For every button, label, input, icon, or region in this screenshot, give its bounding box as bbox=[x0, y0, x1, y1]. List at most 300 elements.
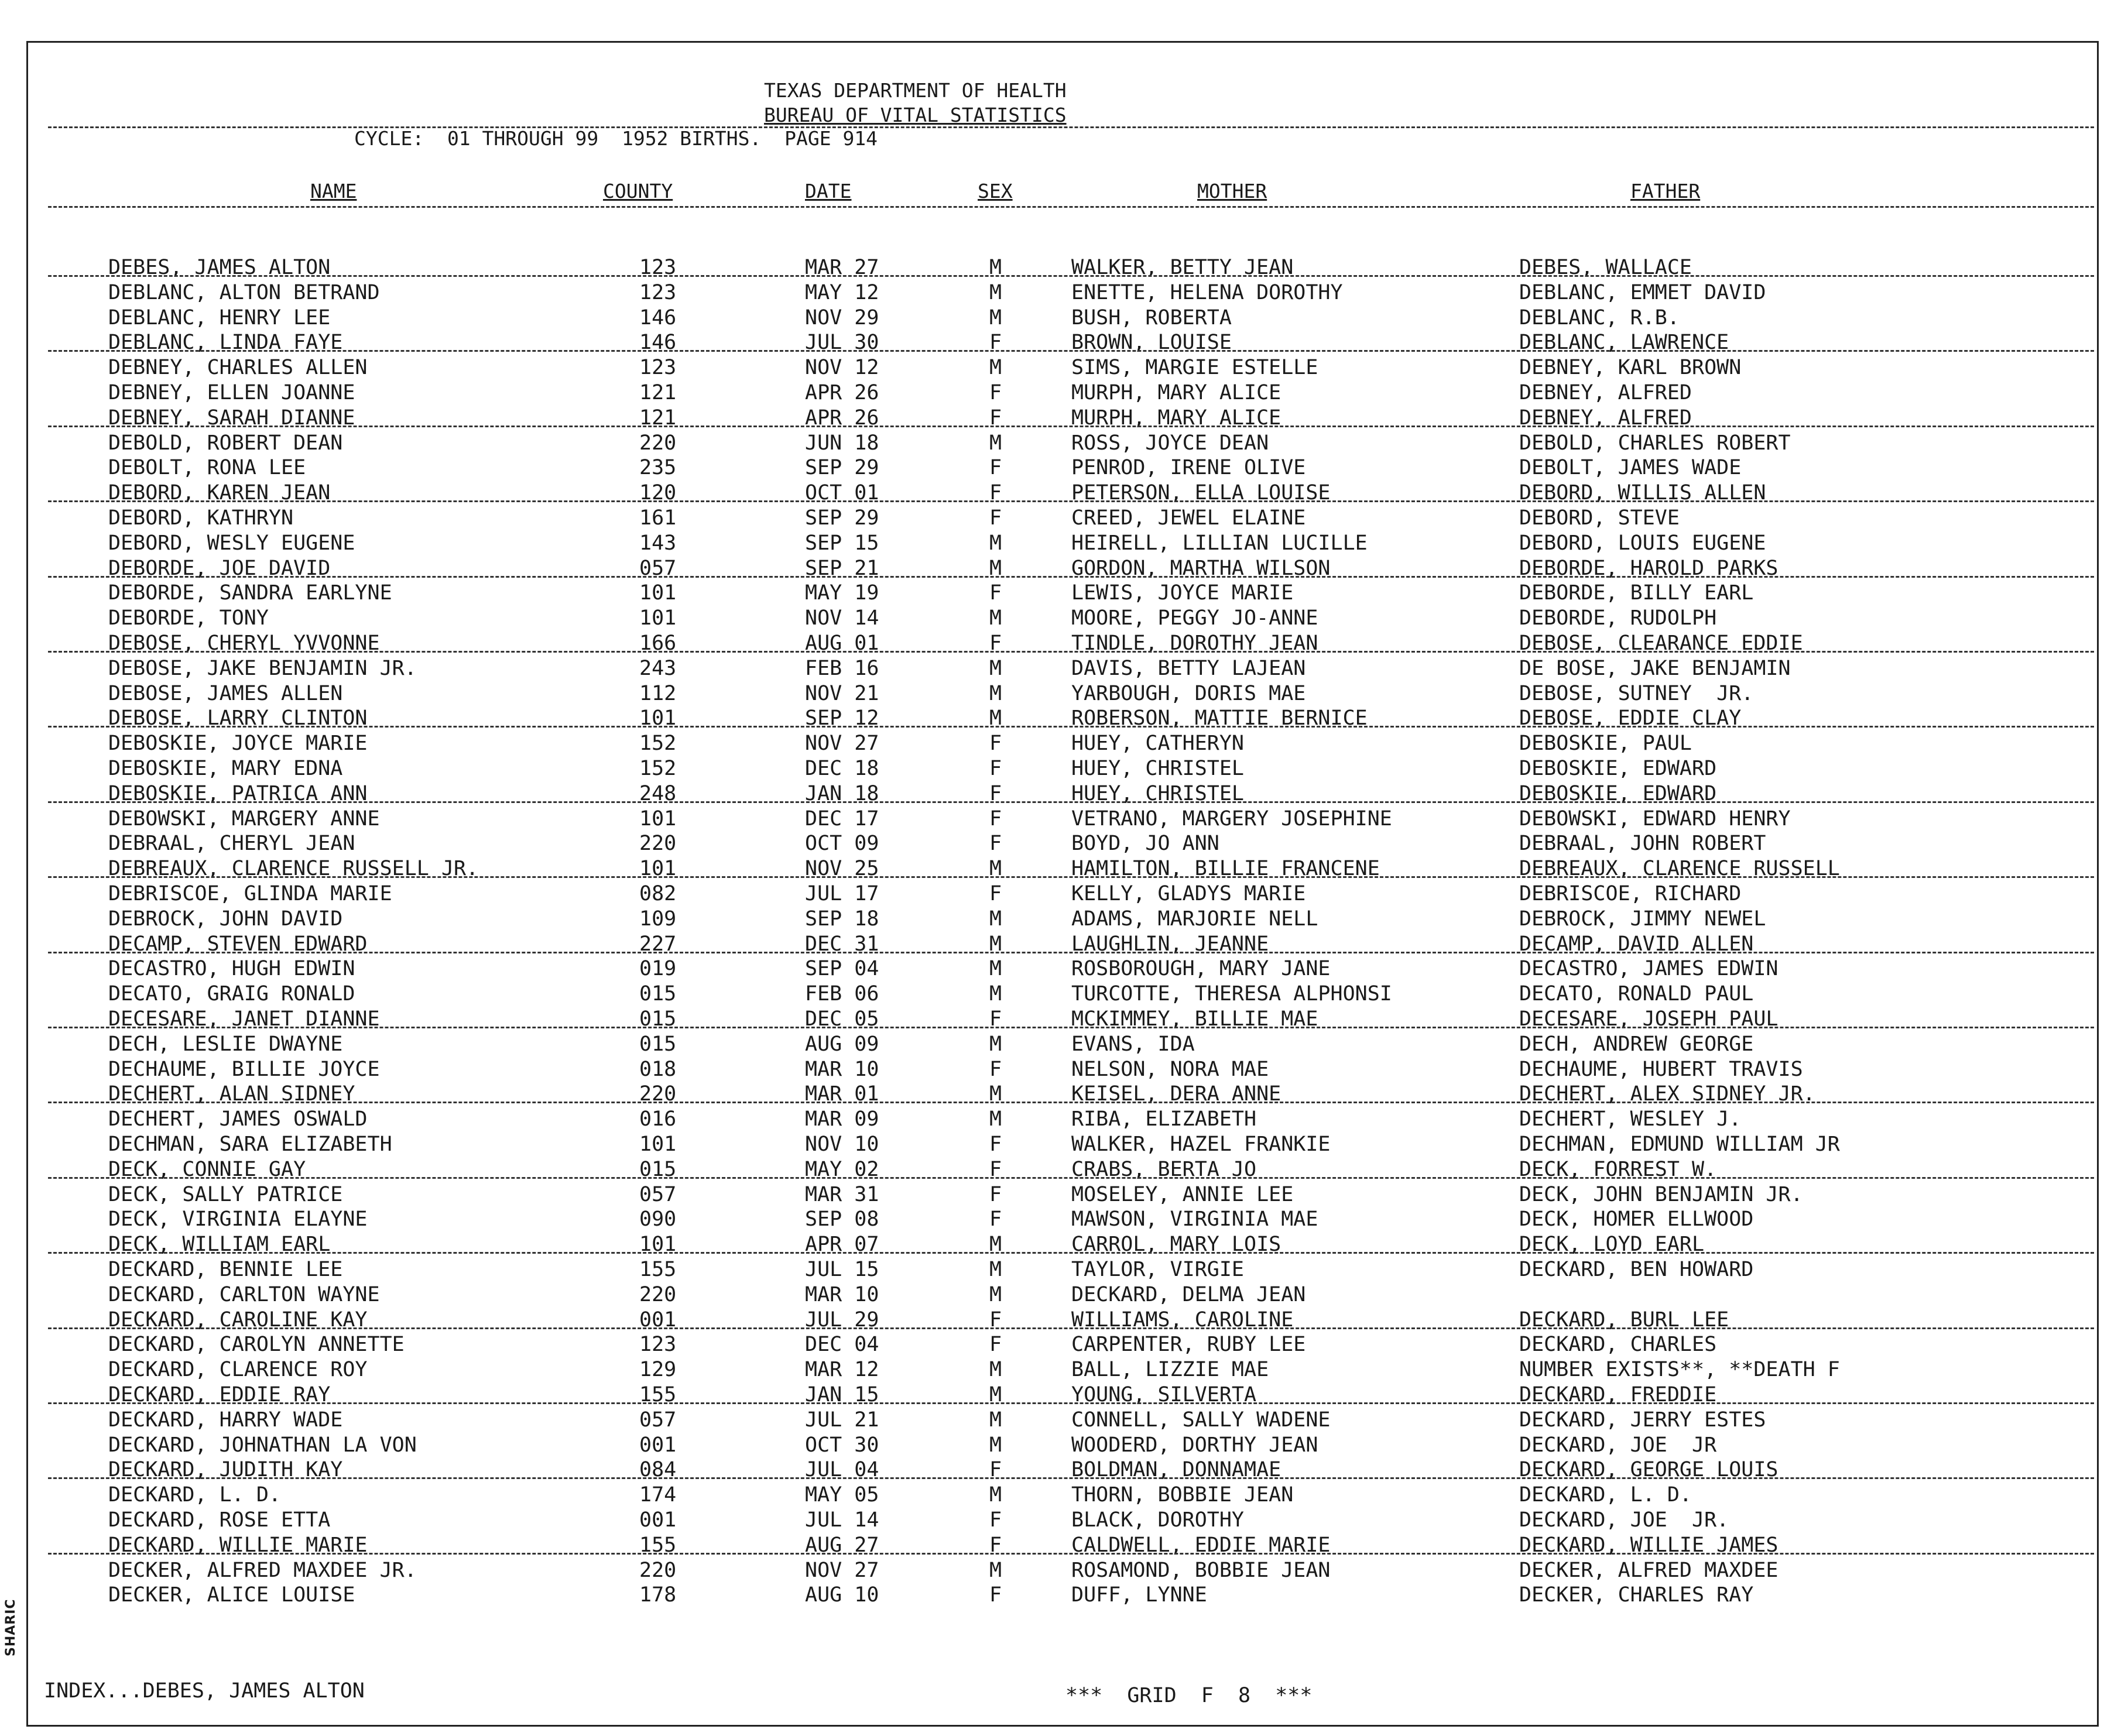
record-name: DECKER, ALFRED MAXDEE JR. bbox=[108, 1558, 417, 1582]
record-sex: M bbox=[989, 431, 1002, 455]
record-date: AUG 10 bbox=[805, 1583, 879, 1607]
record-name: DECK, WILLIAM EARL bbox=[108, 1233, 331, 1257]
row-group-rule bbox=[48, 726, 2094, 728]
record-date: JAN 18 bbox=[805, 781, 879, 805]
record-mother: BOLDMAN, DONNAMAE bbox=[1071, 1458, 1281, 1482]
record-sex: F bbox=[989, 1458, 1002, 1482]
record-name: DEBORDE, TONY bbox=[108, 606, 269, 630]
record-sex: M bbox=[989, 1082, 1002, 1106]
record-date: APR 26 bbox=[805, 381, 879, 404]
record-county: 129 bbox=[639, 1358, 677, 1382]
row-group-rule bbox=[48, 651, 2094, 653]
record-sex: M bbox=[989, 907, 1002, 931]
row-group-rule bbox=[48, 275, 2094, 277]
record-father: DECESARE, JOSEPH PAUL bbox=[1519, 1007, 1779, 1031]
table-row bbox=[0, 431, 2128, 455]
record-date: DEC 04 bbox=[805, 1333, 879, 1357]
record-mother: TURCOTTE, THERESA ALPHONSI bbox=[1071, 982, 1392, 1006]
record-sex: M bbox=[989, 1358, 1002, 1382]
record-name: DEBOWSKI, MARGERY ANNE bbox=[108, 807, 380, 831]
table-row bbox=[0, 1282, 2128, 1307]
record-date: JUL 30 bbox=[805, 331, 879, 355]
table-row bbox=[0, 280, 2128, 305]
record-county: 015 bbox=[639, 982, 677, 1006]
record-county: 019 bbox=[639, 957, 677, 981]
table-row bbox=[0, 380, 2128, 405]
record-mother: BROWN, LOUISE bbox=[1071, 331, 1232, 355]
record-mother: PETERSON, ELLA LOUISE bbox=[1071, 481, 1331, 505]
record-mother: THORN, BOBBIE JEAN bbox=[1071, 1483, 1294, 1507]
table-row bbox=[0, 606, 2128, 630]
record-name: DECHERT, JAMES OSWALD bbox=[108, 1107, 368, 1131]
record-mother: ENETTE, HELENA DOROTHY bbox=[1071, 280, 1343, 304]
record-mother: HEIRELL, LILLIAN LUCILLE bbox=[1071, 531, 1368, 555]
record-father: DECKARD, BEN HOWARD bbox=[1519, 1258, 1754, 1281]
row-group-rule bbox=[48, 801, 2094, 803]
record-sex: F bbox=[989, 1533, 1002, 1557]
record-name: DEBORDE, JOE DAVID bbox=[108, 556, 331, 580]
record-mother: BUSH, ROBERTA bbox=[1071, 306, 1232, 330]
record-mother: TINDLE, DOROTHY JEAN bbox=[1071, 632, 1318, 655]
record-sex: M bbox=[989, 280, 1002, 304]
record-sex: F bbox=[989, 781, 1002, 805]
record-father: DECK, LOYD EARL bbox=[1519, 1233, 1705, 1257]
record-sex: F bbox=[989, 1308, 1002, 1332]
record-name: DEBOSE, JAMES ALLEN bbox=[108, 681, 343, 705]
record-date: JUL 29 bbox=[805, 1308, 879, 1332]
record-county: 057 bbox=[639, 556, 677, 580]
record-father: DECKARD, FREDDIE bbox=[1519, 1383, 1717, 1406]
table-row bbox=[0, 731, 2128, 756]
record-mother: EVANS, IDA bbox=[1071, 1032, 1195, 1056]
record-date: NOV 27 bbox=[805, 1558, 879, 1582]
record-mother: BLACK, DOROTHY bbox=[1071, 1508, 1245, 1532]
record-name: DEBREAUX, CLARENCE RUSSELL JR. bbox=[108, 857, 479, 881]
record-mother: ROBERSON, MATTIE BERNICE bbox=[1071, 706, 1368, 730]
record-name: DEBOSKIE, PATRICA ANN bbox=[108, 781, 368, 805]
table-row bbox=[0, 831, 2128, 856]
record-name: DECKARD, L. D. bbox=[108, 1483, 282, 1507]
record-father: DEBLANC, EMMET DAVID bbox=[1519, 280, 1766, 304]
record-mother: WOODERD, DORTHY JEAN bbox=[1071, 1433, 1318, 1457]
record-mother: BOYD, JO ANN bbox=[1071, 832, 1219, 856]
record-sex: M bbox=[989, 1408, 1002, 1432]
record-county: 120 bbox=[639, 481, 677, 505]
record-father: DECKER, ALFRED MAXDEE bbox=[1519, 1558, 1779, 1582]
record-sex: M bbox=[989, 681, 1002, 705]
record-name: DEBOSE, LARRY CLINTON bbox=[108, 706, 368, 730]
record-mother: BALL, LIZZIE MAE bbox=[1071, 1358, 1269, 1382]
record-county: 155 bbox=[639, 1383, 677, 1406]
record-county: 101 bbox=[639, 1133, 677, 1156]
record-name: DECKARD, CAROLYN ANNETTE bbox=[108, 1333, 405, 1357]
table-row bbox=[0, 656, 2128, 681]
record-name: DECKARD, CARLTON WAYNE bbox=[108, 1282, 380, 1306]
record-mother: MAWSON, VIRGINIA MAE bbox=[1071, 1207, 1318, 1231]
record-father: DEBOSE, SUTNEY JR. bbox=[1519, 681, 1754, 705]
record-mother: VETRANO, MARGERY JOSEPHINE bbox=[1071, 807, 1392, 831]
record-name: DEBORD, WESLY EUGENE bbox=[108, 531, 355, 555]
record-name: DECKER, ALICE LOUISE bbox=[108, 1583, 355, 1607]
record-father: DEBLANC, LAWRENCE bbox=[1519, 331, 1729, 355]
record-date: FEB 16 bbox=[805, 656, 879, 680]
record-sex: F bbox=[989, 506, 1002, 530]
record-name: DECHAUME, BILLIE JOYCE bbox=[108, 1057, 380, 1081]
record-name: DECKARD, CLARENCE ROY bbox=[108, 1358, 368, 1382]
record-father: DECK, HOMER ELLWOOD bbox=[1519, 1207, 1754, 1231]
record-county: 220 bbox=[639, 1082, 677, 1106]
record-name: DECK, CONNIE GAY bbox=[108, 1157, 306, 1181]
record-county: 016 bbox=[639, 1107, 677, 1131]
record-date: SEP 12 bbox=[805, 706, 879, 730]
column-header-rule bbox=[48, 206, 2094, 208]
table-row bbox=[0, 306, 2128, 330]
record-mother: MURPH, MARY ALICE bbox=[1071, 406, 1281, 430]
record-mother: CARROL, MARY LOIS bbox=[1071, 1233, 1281, 1257]
record-mother: SIMS, MARGIE ESTELLE bbox=[1071, 356, 1318, 380]
record-father: DECK, JOHN BENJAMIN JR. bbox=[1519, 1182, 1803, 1206]
record-county: 227 bbox=[639, 932, 677, 956]
record-mother: DUFF, LYNNE bbox=[1071, 1583, 1207, 1607]
record-date: MAR 27 bbox=[805, 256, 879, 279]
record-mother: CONNELL, SALLY WADENE bbox=[1071, 1408, 1331, 1432]
record-mother: KEISEL, DERA ANNE bbox=[1071, 1082, 1281, 1106]
record-date: MAY 05 bbox=[805, 1483, 879, 1507]
record-name: DECASTRO, HUGH EDWIN bbox=[108, 957, 355, 981]
record-father: DECKARD, WILLIE JAMES bbox=[1519, 1533, 1779, 1557]
record-mother: YARBOUGH, DORIS MAE bbox=[1071, 681, 1306, 705]
record-sex: M bbox=[989, 1107, 1002, 1131]
record-name: DEBROCK, JOHN DAVID bbox=[108, 907, 343, 931]
record-date: NOV 14 bbox=[805, 606, 879, 630]
record-sex: M bbox=[989, 306, 1002, 330]
record-date: DEC 31 bbox=[805, 932, 879, 956]
record-county: 015 bbox=[639, 1157, 677, 1181]
record-county: 082 bbox=[639, 882, 677, 905]
record-date: NOV 25 bbox=[805, 857, 879, 881]
record-mother: HUEY, CHRISTEL bbox=[1071, 781, 1245, 805]
record-mother: GORDON, MARTHA WILSON bbox=[1071, 556, 1331, 580]
record-sex: F bbox=[989, 456, 1002, 480]
record-name: DEBORD, KATHRYN bbox=[108, 506, 294, 530]
record-name: DEBOLD, ROBERT DEAN bbox=[108, 431, 343, 455]
table-row bbox=[0, 681, 2128, 706]
record-father: DEBNEY, ALFRED bbox=[1519, 381, 1692, 404]
report-bureau: BUREAU OF VITAL STATISTICS bbox=[764, 104, 1067, 126]
row-group-rule bbox=[48, 1553, 2094, 1555]
record-county: 101 bbox=[639, 581, 677, 605]
record-date: MAR 31 bbox=[805, 1182, 879, 1206]
record-county: 174 bbox=[639, 1483, 677, 1507]
record-county: 121 bbox=[639, 381, 677, 404]
record-mother: ROSBOROUGH, MARY JANE bbox=[1071, 957, 1331, 981]
record-date: NOV 12 bbox=[805, 356, 879, 380]
record-name: DEBLANC, LINDA FAYE bbox=[108, 331, 343, 355]
record-sex: M bbox=[989, 1282, 1002, 1306]
record-date: SEP 15 bbox=[805, 531, 879, 555]
table-row bbox=[0, 1508, 2128, 1532]
record-date: SEP 04 bbox=[805, 957, 879, 981]
record-county: 178 bbox=[639, 1583, 677, 1607]
record-sex: F bbox=[989, 1508, 1002, 1532]
record-father: DECH, ANDREW GEORGE bbox=[1519, 1032, 1754, 1056]
record-mother: WALKER, HAZEL FRANKIE bbox=[1071, 1133, 1331, 1156]
record-mother: LAUGHLIN, JEANNE bbox=[1071, 932, 1269, 956]
record-father: DEBES, WALLACE bbox=[1519, 256, 1692, 279]
record-date: JAN 15 bbox=[805, 1383, 879, 1406]
record-sex: F bbox=[989, 632, 1002, 655]
record-county: 112 bbox=[639, 681, 677, 705]
record-father: DECHERT, ALEX SIDNEY JR. bbox=[1519, 1082, 1815, 1106]
record-name: DEBES, JAMES ALTON bbox=[108, 256, 331, 279]
table-row bbox=[0, 531, 2128, 555]
record-sex: F bbox=[989, 807, 1002, 831]
record-father: DECKARD, L. D. bbox=[1519, 1483, 1692, 1507]
table-row bbox=[0, 1332, 2128, 1357]
record-county: 018 bbox=[639, 1057, 677, 1081]
record-sex: M bbox=[989, 556, 1002, 580]
record-mother: TAYLOR, VIRGIE bbox=[1071, 1258, 1245, 1281]
record-date: JUL 14 bbox=[805, 1508, 879, 1532]
record-father: NUMBER EXISTS**, **DEATH F bbox=[1519, 1358, 1840, 1382]
column-header-mother: MOTHER bbox=[1197, 180, 1267, 203]
record-date: DEC 18 bbox=[805, 757, 879, 780]
record-name: DECHERT, ALAN SIDNEY bbox=[108, 1082, 355, 1106]
record-father: DEBREAUX, CLARENCE RUSSELL bbox=[1519, 857, 1840, 881]
row-group-rule bbox=[48, 500, 2094, 502]
record-father: DECAMP, DAVID ALLEN bbox=[1519, 932, 1754, 956]
grid-footer: *** GRID F 8 *** bbox=[1065, 1684, 1313, 1707]
row-group-rule bbox=[48, 426, 2094, 427]
record-date: MAY 19 bbox=[805, 581, 879, 605]
record-county: 057 bbox=[639, 1182, 677, 1206]
table-row bbox=[0, 1408, 2128, 1432]
record-name: DECH, LESLIE DWAYNE bbox=[108, 1032, 343, 1056]
record-county: 220 bbox=[639, 431, 677, 455]
record-mother: NELSON, NORA MAE bbox=[1071, 1057, 1269, 1081]
record-sex: F bbox=[989, 331, 1002, 355]
record-county: 123 bbox=[639, 1333, 677, 1357]
record-county: 123 bbox=[639, 256, 677, 279]
record-father: DEBORDE, HAROLD PARKS bbox=[1519, 556, 1779, 580]
record-father: DECKARD, JERRY ESTES bbox=[1519, 1408, 1766, 1432]
record-name: DECHMAN, SARA ELIZABETH bbox=[108, 1133, 392, 1156]
record-father: DEBNEY, ALFRED bbox=[1519, 406, 1692, 430]
record-father: DEBOSE, EDDIE CLAY bbox=[1519, 706, 1742, 730]
record-date: SEP 08 bbox=[805, 1207, 879, 1231]
table-row bbox=[0, 956, 2128, 981]
record-name: DECKARD, ROSE ETTA bbox=[108, 1508, 331, 1532]
record-sex: M bbox=[989, 857, 1002, 881]
record-mother: MOORE, PEGGY JO-ANNE bbox=[1071, 606, 1318, 630]
report-cycle: CYCLE: 01 THROUGH 99 1952 BIRTHS. PAGE 914 bbox=[354, 127, 878, 150]
record-county: 101 bbox=[639, 706, 677, 730]
record-county: 146 bbox=[639, 306, 677, 330]
record-mother: KELLY, GLADYS MARIE bbox=[1071, 882, 1306, 905]
record-father: DEBOSKIE, PAUL bbox=[1519, 732, 1692, 756]
record-date: MAR 10 bbox=[805, 1057, 879, 1081]
record-county: 101 bbox=[639, 807, 677, 831]
table-row bbox=[0, 1182, 2128, 1207]
table-row bbox=[0, 506, 2128, 530]
record-sex: F bbox=[989, 1583, 1002, 1607]
record-county: 248 bbox=[639, 781, 677, 805]
record-sex: F bbox=[989, 1157, 1002, 1181]
record-date: JUL 04 bbox=[805, 1458, 879, 1482]
column-header-father: FATHER bbox=[1630, 180, 1701, 203]
record-mother: ADAMS, MARJORIE NELL bbox=[1071, 907, 1318, 931]
record-father: DECKARD, CHARLES bbox=[1519, 1333, 1717, 1357]
table-row bbox=[0, 1558, 2128, 1583]
record-name: DEBLANC, HENRY LEE bbox=[108, 306, 331, 330]
record-father: DECKARD, JOE JR. bbox=[1519, 1508, 1729, 1532]
record-county: 001 bbox=[639, 1433, 677, 1457]
record-father: DEBOSKIE, EDWARD bbox=[1519, 781, 1717, 805]
record-sex: F bbox=[989, 481, 1002, 505]
column-header-county: COUNTY bbox=[603, 180, 673, 203]
record-sex: M bbox=[989, 982, 1002, 1006]
table-row bbox=[0, 355, 2128, 380]
record-mother: LEWIS, JOYCE MARIE bbox=[1071, 581, 1294, 605]
record-county: 220 bbox=[639, 832, 677, 856]
row-group-rule bbox=[48, 1327, 2094, 1329]
record-county: 152 bbox=[639, 757, 677, 780]
record-name: DEBRAAL, CHERYL JEAN bbox=[108, 832, 355, 856]
table-row bbox=[0, 455, 2128, 480]
record-sex: M bbox=[989, 1558, 1002, 1582]
record-county: 146 bbox=[639, 331, 677, 355]
record-sex: F bbox=[989, 757, 1002, 780]
record-county: 015 bbox=[639, 1007, 677, 1031]
record-father: DECKARD, JOE JR bbox=[1519, 1433, 1717, 1457]
record-county: 001 bbox=[639, 1308, 677, 1332]
record-sex: M bbox=[989, 1483, 1002, 1507]
record-mother: WALKER, BETTY JEAN bbox=[1071, 256, 1294, 279]
record-date: OCT 01 bbox=[805, 481, 879, 505]
table-row bbox=[0, 1583, 2128, 1607]
record-date: DEC 05 bbox=[805, 1007, 879, 1031]
table-row bbox=[0, 1032, 2128, 1056]
record-name: DEBOSE, CHERYL YVVONNE bbox=[108, 632, 380, 655]
column-header-date: DATE bbox=[805, 180, 852, 203]
table-row bbox=[0, 1057, 2128, 1082]
record-mother: DECKARD, DELMA JEAN bbox=[1071, 1282, 1306, 1306]
record-sex: F bbox=[989, 581, 1002, 605]
record-mother: HUEY, CATHERYN bbox=[1071, 732, 1245, 756]
record-date: APR 07 bbox=[805, 1233, 879, 1257]
record-name: DEBORDE, SANDRA EARLYNE bbox=[108, 581, 392, 605]
record-sex: F bbox=[989, 1007, 1002, 1031]
record-mother: ROSS, JOYCE DEAN bbox=[1071, 431, 1269, 455]
record-sex: M bbox=[989, 932, 1002, 956]
record-father: DEBNEY, KARL BROWN bbox=[1519, 356, 1742, 380]
record-name: DECK, SALLY PATRICE bbox=[108, 1182, 343, 1206]
record-sex: M bbox=[989, 706, 1002, 730]
record-mother: CALDWELL, EDDIE MARIE bbox=[1071, 1533, 1331, 1557]
record-sex: F bbox=[989, 882, 1002, 905]
record-sex: M bbox=[989, 656, 1002, 680]
record-county: 220 bbox=[639, 1282, 677, 1306]
record-name: DEBLANC, ALTON BETRAND bbox=[108, 280, 380, 304]
table-row bbox=[0, 907, 2128, 931]
record-father: DEBORDE, RUDOLPH bbox=[1519, 606, 1717, 630]
record-date: MAR 12 bbox=[805, 1358, 879, 1382]
record-name: DECKARD, EDDIE RAY bbox=[108, 1383, 331, 1406]
record-name: DECKARD, WILLIE MARIE bbox=[108, 1533, 368, 1557]
table-row bbox=[0, 1207, 2128, 1231]
record-mother: CARPENTER, RUBY LEE bbox=[1071, 1333, 1306, 1357]
record-sex: M bbox=[989, 531, 1002, 555]
index-footer: INDEX...DEBES, JAMES ALTON bbox=[44, 1679, 365, 1703]
record-father: DEBORD, WILLIS ALLEN bbox=[1519, 481, 1766, 505]
record-county: 001 bbox=[639, 1508, 677, 1532]
record-father: DECASTRO, JAMES EDWIN bbox=[1519, 957, 1779, 981]
table-row bbox=[0, 807, 2128, 831]
table-row bbox=[0, 1107, 2128, 1131]
record-sex: M bbox=[989, 1433, 1002, 1457]
record-sex: M bbox=[989, 1258, 1002, 1281]
record-sex: F bbox=[989, 1182, 1002, 1206]
record-date: JUL 17 bbox=[805, 882, 879, 905]
record-county: 166 bbox=[639, 632, 677, 655]
row-group-rule bbox=[48, 1177, 2094, 1179]
column-header-name: NAME bbox=[310, 180, 357, 203]
record-father: DECATO, RONALD PAUL bbox=[1519, 982, 1754, 1006]
record-father: DEBOLD, CHARLES ROBERT bbox=[1519, 431, 1791, 455]
record-father: DEBRAAL, JOHN ROBERT bbox=[1519, 832, 1766, 856]
record-county: 220 bbox=[639, 1558, 677, 1582]
record-sex: F bbox=[989, 406, 1002, 430]
record-date: MAR 09 bbox=[805, 1107, 879, 1131]
record-father: DE BOSE, JAKE BENJAMIN bbox=[1519, 656, 1791, 680]
record-father: DEBOWSKI, EDWARD HENRY bbox=[1519, 807, 1791, 831]
record-sex: F bbox=[989, 1333, 1002, 1357]
record-county: 109 bbox=[639, 907, 677, 931]
record-date: SEP 18 bbox=[805, 907, 879, 931]
record-mother: RIBA, ELIZABETH bbox=[1071, 1107, 1257, 1131]
row-group-rule bbox=[48, 1027, 2094, 1028]
record-date: NOV 10 bbox=[805, 1133, 879, 1156]
record-date: MAY 02 bbox=[805, 1157, 879, 1181]
record-county: 143 bbox=[639, 531, 677, 555]
record-father: DEBORD, LOUIS EUGENE bbox=[1519, 531, 1766, 555]
record-date: AUG 01 bbox=[805, 632, 879, 655]
record-date: NOV 29 bbox=[805, 306, 879, 330]
record-date: SEP 21 bbox=[805, 556, 879, 580]
record-name: DEBOLT, RONA LEE bbox=[108, 456, 306, 480]
record-county: 155 bbox=[639, 1258, 677, 1281]
row-group-rule bbox=[48, 1252, 2094, 1254]
record-sex: F bbox=[989, 732, 1002, 756]
column-header-sex: SEX bbox=[978, 180, 1013, 203]
record-father: DEBORD, STEVE bbox=[1519, 506, 1680, 530]
record-name: DECKARD, CAROLINE KAY bbox=[108, 1308, 368, 1332]
record-sex: F bbox=[989, 1207, 1002, 1231]
report-title: TEXAS DEPARTMENT OF HEALTH bbox=[764, 79, 1067, 102]
record-father: DEBOSKIE, EDWARD bbox=[1519, 757, 1717, 780]
record-date: NOV 21 bbox=[805, 681, 879, 705]
record-date: NOV 27 bbox=[805, 732, 879, 756]
record-name: DEBRISCOE, GLINDA MARIE bbox=[108, 882, 392, 905]
record-date: APR 26 bbox=[805, 406, 879, 430]
record-date: DEC 17 bbox=[805, 807, 879, 831]
record-name: DEBORD, KAREN JEAN bbox=[108, 481, 331, 505]
record-father: DECKARD, BURL LEE bbox=[1519, 1308, 1729, 1332]
record-name: DECKARD, JUDITH KAY bbox=[108, 1458, 343, 1482]
row-group-rule bbox=[48, 1402, 2094, 1404]
record-mother: HAMILTON, BILLIE FRANCENE bbox=[1071, 857, 1380, 881]
table-row bbox=[0, 756, 2128, 781]
